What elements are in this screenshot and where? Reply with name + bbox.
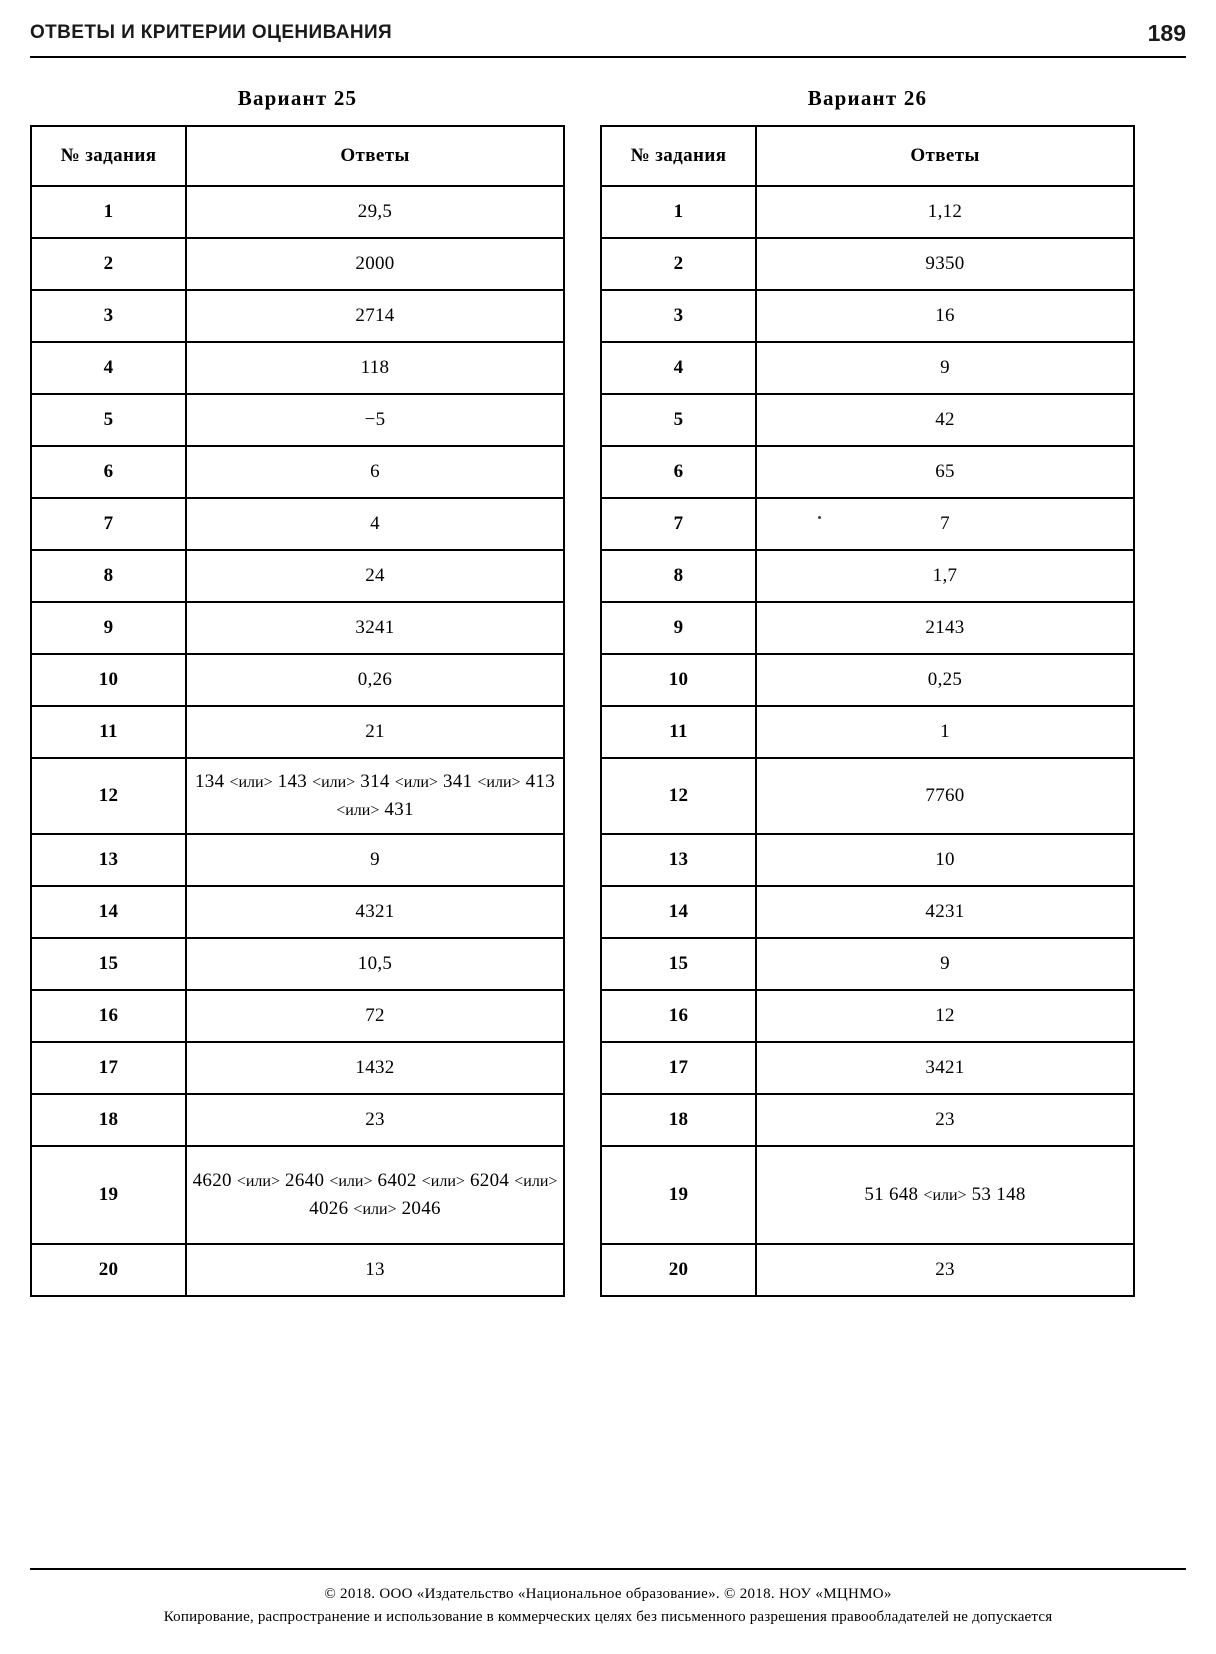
task-number: 4 [31,342,186,394]
table-row [31,1094,564,1146]
task-number: 15 [31,938,186,990]
table-row [601,1244,1134,1296]
task-answer: 21 [186,706,564,758]
task-number: 1 [31,186,186,238]
header-divider [30,56,1186,58]
table-row [31,290,564,342]
task-answer: 23 [756,1244,1134,1296]
table-row [601,602,1134,654]
task-number: 20 [31,1244,186,1296]
task-number: 4 [601,342,756,394]
table-row [601,706,1134,758]
task-number: 13 [601,834,756,886]
table-row [601,550,1134,602]
task-answer: 4620 <или> 2640 <или> 6402 <или> 6204 <или> 4026 <или> 2046 [186,1146,564,1244]
task-number: 14 [31,886,186,938]
table-row [601,498,1134,550]
table-row [31,394,564,446]
table-row [31,446,564,498]
task-answer: 23 [756,1094,1134,1146]
task-number: 5 [31,394,186,446]
table-row [31,886,564,938]
task-number: 9 [601,602,756,654]
task-answer: 7 [756,498,1134,550]
task-number: 1 [601,186,756,238]
task-answer: 2143 [756,602,1134,654]
table-row [601,1146,1134,1244]
task-number: 6 [601,446,756,498]
task-answer: 51 648 <или> 53 148 [756,1146,1134,1244]
task-answer: 42 [756,394,1134,446]
footer-divider [30,1568,1186,1570]
table-row [601,238,1134,290]
scan-speck [818,516,821,519]
table-row [31,1146,564,1244]
page-title: ОТВЕТЫ И КРИТЕРИИ ОЦЕНИВАНИЯ [30,22,393,43]
task-number: 15 [601,938,756,990]
task-answer: 9 [186,834,564,886]
task-answer: 29,5 [186,186,564,238]
task-number: 2 [601,238,756,290]
task-number: 18 [601,1094,756,1146]
column-header-answers: Ответы [186,126,564,186]
variant-title-25: Вариант 25 [237,86,358,110]
task-answer: 1,12 [756,186,1134,238]
task-number: 17 [601,1042,756,1094]
task-answer: 9 [756,342,1134,394]
task-answer: 0,26 [186,654,564,706]
task-number: 3 [601,290,756,342]
table-row [31,654,564,706]
usage-notice-line: Копирование, распространение и использование в коммерческих целях без письменного разрешения правообладателей не допускается [163,1609,1053,1625]
table-row [601,342,1134,394]
task-answer: 13 [186,1244,564,1296]
task-answer: 12 [756,990,1134,1042]
task-number: 2 [31,238,186,290]
table-row [31,238,564,290]
table-row [31,758,564,834]
page-header [30,22,1186,56]
table-row [31,834,564,886]
task-number: 10 [31,654,186,706]
task-number: 16 [31,990,186,1042]
table-row [601,834,1134,886]
variant-column-26 [600,86,1135,1297]
task-number: 17 [31,1042,186,1094]
task-number: 12 [31,758,186,834]
task-number: 20 [601,1244,756,1296]
task-number: 8 [31,550,186,602]
task-answer: 118 [186,342,564,394]
table-row [601,1042,1134,1094]
table-header-row [601,126,1134,186]
table-row [31,938,564,990]
table-row [31,498,564,550]
task-answer: 16 [756,290,1134,342]
task-answer: 1432 [186,1042,564,1094]
task-answer: −5 [186,394,564,446]
task-number: 11 [31,706,186,758]
table-row [601,886,1134,938]
variant-title-26: Вариант 26 [807,86,928,110]
task-answer: 134 <или> 143 <или> 314 <или> 341 <или> 413 <или> 431 [186,758,564,834]
table-row [31,186,564,238]
column-header-answers: Ответы [756,126,1134,186]
task-number: 18 [31,1094,186,1146]
task-answer: 4 [186,498,564,550]
task-answer: 72 [186,990,564,1042]
task-answer: 4231 [756,886,1134,938]
task-answer: 7760 [756,758,1134,834]
table-row [31,1042,564,1094]
task-number: 9 [31,602,186,654]
task-number: 12 [601,758,756,834]
task-number: 5 [601,394,756,446]
table-row [31,1244,564,1296]
task-number: 14 [601,886,756,938]
column-header-task-number: № задания [31,126,186,186]
task-number: 7 [601,498,756,550]
table-row [31,990,564,1042]
task-answer: 1,7 [756,550,1134,602]
table-row [601,758,1134,834]
task-number: 3 [31,290,186,342]
table-row [601,446,1134,498]
task-answer: 3421 [756,1042,1134,1094]
task-number: 13 [31,834,186,886]
answers-table-26 [600,125,1135,1297]
task-number: 19 [601,1146,756,1244]
table-row [31,602,564,654]
variant-column-25 [30,86,565,1297]
copyright-line: © 2018. ООО «Издательство «Национальное образование». © 2018. НОУ «МЦНМО» [324,1586,892,1602]
task-answer: 3241 [186,602,564,654]
task-answer: 10 [756,834,1134,886]
task-answer: 2000 [186,238,564,290]
task-answer: 9 [756,938,1134,990]
task-number: 7 [31,498,186,550]
task-answer: 1 [756,706,1134,758]
task-number: 6 [31,446,186,498]
task-answer: 10,5 [186,938,564,990]
task-answer: 9350 [756,238,1134,290]
table-row [601,394,1134,446]
answers-table-25 [30,125,565,1297]
task-number: 19 [31,1146,186,1244]
column-header-task-number: № задания [601,126,756,186]
task-number: 11 [601,706,756,758]
page-footer [30,1586,1186,1626]
table-row [601,938,1134,990]
task-number: 10 [601,654,756,706]
task-answer: 2714 [186,290,564,342]
table-row [31,706,564,758]
table-row [31,550,564,602]
task-answer: 23 [186,1094,564,1146]
task-answer: 0,25 [756,654,1134,706]
task-answer: 4321 [186,886,564,938]
table-row [601,290,1134,342]
task-answer: 24 [186,550,564,602]
task-answer: 65 [756,446,1134,498]
table-row [31,342,564,394]
page-number: 189 [1147,20,1186,46]
table-header-row [31,126,564,186]
task-answer: 6 [186,446,564,498]
table-row [601,1094,1134,1146]
task-number: 16 [601,990,756,1042]
task-number: 8 [601,550,756,602]
table-row [601,186,1134,238]
table-row [601,654,1134,706]
table-row [601,990,1134,1042]
